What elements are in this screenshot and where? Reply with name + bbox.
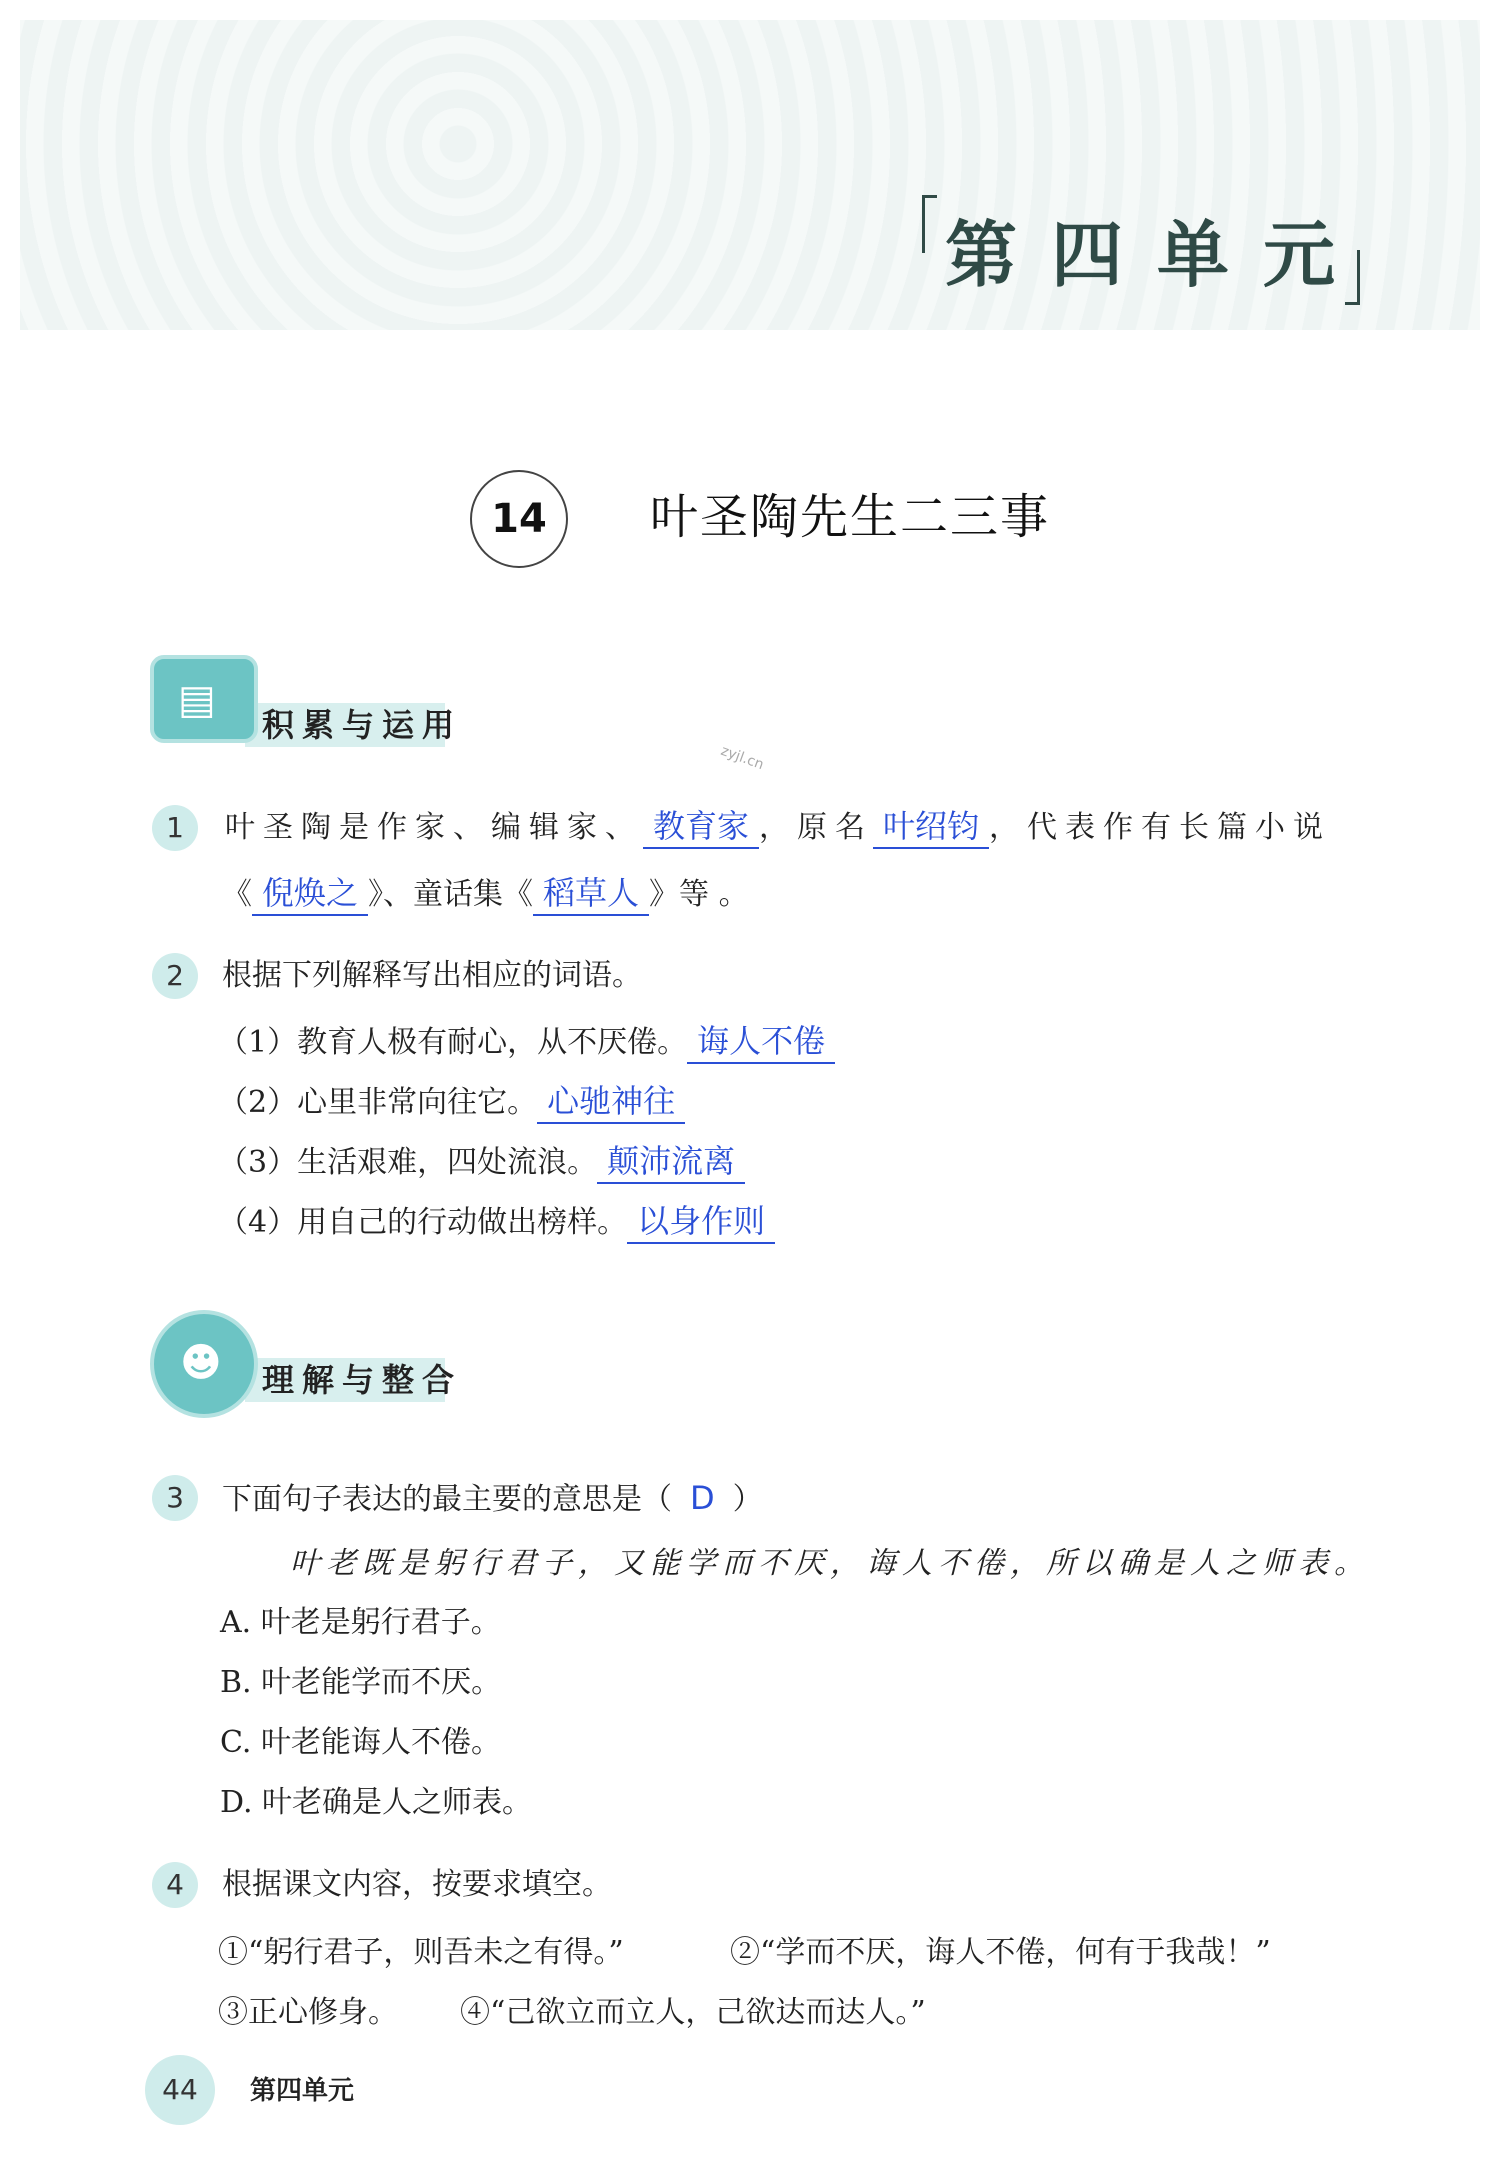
- answer-choice: D: [690, 1479, 715, 1517]
- q4-prompt: 根据课文内容，按要求填空。: [222, 1867, 612, 1902]
- answer-blank: 教育家: [643, 805, 759, 849]
- group-people-icon: ☻: [150, 1310, 258, 1418]
- answer-blank: 诲人不倦: [687, 1020, 835, 1064]
- answer-blank: 稻草人: [533, 872, 649, 916]
- q3-prompt: 下面句子表达的最主要的意思是（ D ）: [222, 1479, 763, 1517]
- q3-quoted-sentence: 叶老既是躬行君子，又能学而不厌，诲人不倦，所以确是人之师表。: [290, 1546, 1370, 1581]
- answer-blank: 叶绍钧: [873, 805, 989, 849]
- book-shelf-icon: ▤: [150, 655, 258, 743]
- q3-option: B. 叶老能学而不厌。: [220, 1665, 502, 1700]
- q2-item: （1）教育人极有耐心，从不厌倦。 诲人不倦: [218, 1018, 835, 1068]
- q1-line-1: 叶圣陶是作家、编辑家、 教育家 ，原名 叶绍钧 ，代表作有长篇小说: [225, 803, 1331, 853]
- page-number: 44: [145, 2055, 215, 2125]
- question-number: 2: [152, 953, 198, 999]
- q4-answer: ①“躬行君子，则吾未之有得。”: [218, 1935, 624, 1970]
- q3-option: D. 叶老确是人之师表。: [220, 1785, 533, 1820]
- unit-title: 第四单元: [945, 212, 1370, 297]
- q4-answer: ④“己欲立而立人，己欲达而达人。”: [460, 1995, 926, 2030]
- question-number: 4: [152, 1862, 198, 1908]
- footer-unit-label: 第四单元: [250, 2076, 355, 2106]
- lesson-number: 14: [470, 470, 568, 568]
- section-badge-accumulation: [150, 655, 470, 745]
- q2-item: （2）心里非常向往它。 心驰神往: [218, 1078, 685, 1128]
- answer-blank: 倪焕之: [252, 872, 368, 916]
- q3-option: C. 叶老能诲人不倦。: [220, 1725, 501, 1760]
- answer-blank: 颠沛流离: [597, 1140, 745, 1184]
- answer-blank: 心驰神往: [537, 1080, 685, 1124]
- q2-item: （3）生活艰难，四处流浪。 颠沛流离: [218, 1138, 745, 1188]
- answer-blank: 以身作则: [627, 1200, 775, 1244]
- question-number: 3: [152, 1475, 198, 1521]
- section-badge-comprehension: [150, 1310, 470, 1400]
- section-label: 理解与整合: [262, 1361, 463, 1399]
- q4-answer: ③正心修身。: [218, 1995, 398, 2030]
- q2-item: （4）用自己的行动做出榜样。 以身作则: [218, 1198, 775, 1248]
- watermark: zyjl.cn: [718, 742, 766, 774]
- question-number: 1: [152, 805, 198, 851]
- q1-line-2: 《 倪焕之 》、童话集《 稻草人 》等 。: [222, 870, 749, 920]
- lesson-title: 叶圣陶先生二三事: [650, 489, 1051, 545]
- q4-answer: ②“学而不厌，诲人不倦，何有于我哉！”: [730, 1935, 1271, 1970]
- q2-prompt: 根据下列解释写出相应的词语。: [222, 958, 642, 993]
- section-label: 积累与运用: [262, 706, 463, 744]
- q3-option: A. 叶老是躬行君子。: [220, 1605, 501, 1640]
